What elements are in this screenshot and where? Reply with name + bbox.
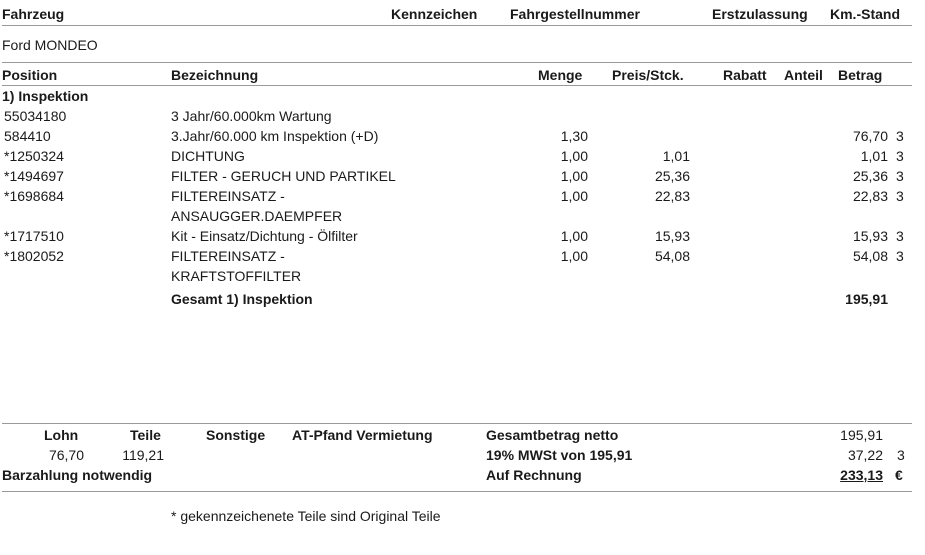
header-km-stand: Km.-Stand [830, 6, 900, 22]
item-bezeichnung: DICHTUNG [171, 148, 245, 164]
lohn-value: 76,70 [48, 447, 84, 463]
item-position: *1494697 [4, 168, 64, 184]
col-position: Position [2, 67, 58, 83]
item-code: 3 [896, 128, 904, 144]
item-preis: 1,01 [662, 148, 690, 164]
footnote: * gekennzeichenete Teile sind Original Teile [171, 508, 441, 524]
item-bezeichnung: FILTEREINSATZ - [171, 188, 285, 204]
col-bezeichnung: Bezeichnung [171, 67, 259, 83]
header-kennzeichen: Kennzeichen [391, 6, 478, 22]
item-bezeichnung: 3.Jahr/60.000 km Inspektion (+D) [171, 128, 379, 144]
item-preis: 22,83 [654, 188, 690, 204]
item-bezeichnung: FILTER - GERUCH UND PARTIKEL [171, 168, 396, 184]
summary-divider-bottom [2, 491, 912, 492]
item-bezeichnung: Kit - Einsatz/Dichtung - Ölfilter [171, 228, 358, 244]
payment-note: Barzahlung notwendig [2, 467, 153, 483]
item-preis: 54,08 [654, 248, 690, 264]
col-menge: Menge [538, 67, 583, 83]
currency-symbol: € [895, 467, 903, 483]
lohn-label: Lohn [44, 427, 79, 443]
item-preis: 15,93 [654, 228, 690, 244]
netto-label: Gesamtbetrag netto [486, 427, 619, 443]
item-menge: 1,00 [560, 188, 588, 204]
item-position: *1698684 [4, 188, 64, 204]
rechnung-value: 233,13 [840, 467, 883, 483]
item-position: *1717510 [4, 228, 64, 244]
header-erstzulassung: Erstzulassung [712, 6, 808, 22]
summary-divider-top [2, 423, 912, 424]
rechnung-label: Auf Rechnung [486, 467, 582, 483]
item-betrag: 15,93 [852, 228, 888, 244]
item-position: *1250324 [4, 148, 64, 164]
header-fahrzeug: Fahrzeug [2, 6, 65, 22]
item-code: 3 [896, 228, 904, 244]
col-anteil: Anteil [784, 67, 823, 83]
atpfand-label: AT-Pfand Vermietung [292, 427, 433, 443]
item-bezeichnung: 3 Jahr/60.000km Wartung [171, 108, 332, 124]
teile-value: 119,21 [122, 447, 164, 463]
item-betrag: 54,08 [852, 248, 888, 264]
col-rabatt: Rabatt [723, 67, 767, 83]
vehicle-divider [2, 62, 912, 63]
item-position: *1802052 [4, 248, 64, 264]
item-code: 3 [896, 248, 904, 264]
col-betrag: Betrag [838, 67, 883, 83]
item-menge: 1,30 [560, 128, 588, 144]
mwst-code: 3 [897, 447, 905, 463]
item-position: 584410 [4, 128, 51, 144]
item-preis: 25,36 [654, 168, 690, 184]
item-code: 3 [896, 148, 904, 164]
item-betrag: 76,70 [852, 128, 888, 144]
item-betrag: 22,83 [852, 188, 888, 204]
item-betrag: 1,01 [860, 148, 888, 164]
item-code: 3 [896, 168, 904, 184]
item-bezeichnung: FILTEREINSATZ - [171, 248, 285, 264]
header-divider [2, 25, 912, 26]
item-position: 55034180 [4, 108, 67, 124]
netto-value: 195,91 [840, 427, 883, 443]
item-bezeichnung: ANSAUGGER.DAEMPFER [171, 208, 343, 224]
section-total-value: 195,91 [845, 291, 888, 307]
vehicle-name: Ford MONDEO [2, 37, 98, 53]
item-menge: 1,00 [560, 228, 588, 244]
item-code: 3 [896, 188, 904, 204]
sonstige-label: Sonstige [206, 427, 266, 443]
col-preis: Preis/Stck. [612, 67, 684, 83]
item-bezeichnung: KRAFTSTOFFILTER [171, 268, 302, 284]
teile-label: Teile [130, 427, 161, 443]
mwst-label: 19% MWSt von 195,91 [486, 447, 633, 463]
item-menge: 1,00 [560, 148, 588, 164]
columns-divider [2, 85, 912, 86]
item-betrag: 25,36 [852, 168, 888, 184]
mwst-value: 37,22 [847, 447, 883, 463]
header-fahrgestellnummer: Fahrgestellnummer [510, 6, 640, 22]
section-title: 1) Inspektion [2, 88, 89, 104]
item-menge: 1,00 [560, 168, 588, 184]
item-menge: 1,00 [560, 248, 588, 264]
section-total-label: Gesamt 1) Inspektion [171, 291, 313, 307]
